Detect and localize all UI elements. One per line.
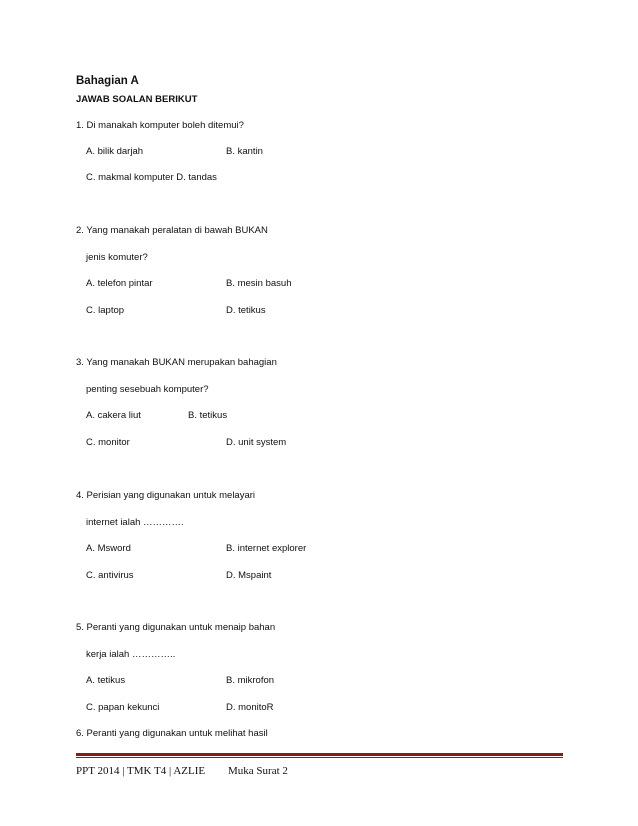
footer-page-number: Muka Surat 2 xyxy=(228,765,288,777)
question-3-option-d: D. unit system xyxy=(226,437,287,448)
instruction-heading: JAWAB SOALAN BERIKUT xyxy=(76,94,198,105)
question-2-stem: 2. Yang manakah peralatan di bawah BUKAN xyxy=(76,225,268,236)
question-5-option-c: C. papan kekunci xyxy=(86,702,160,713)
question-2-option-c: C. laptop xyxy=(86,305,125,316)
footer-left: PPT 2014 | TMK T4 | AZLIE xyxy=(76,765,206,777)
footer-rule-thin xyxy=(76,757,563,758)
question-5-option-b: B. mikrofon xyxy=(226,675,275,686)
question-3-option-b: B. tetikus xyxy=(188,410,228,421)
question-4-stem: 4. Perisian yang digunakan untuk melayari xyxy=(76,490,256,501)
question-5-stem-cont: kerja ialah ………….. xyxy=(86,649,176,660)
question-3-stem-cont: penting sesebuah komputer? xyxy=(86,384,209,395)
question-3-option-a: A. cakera liut xyxy=(86,410,141,421)
question-4-option-b: B. internet explorer xyxy=(226,543,307,554)
question-1-option-cd: C. makmal komputer D. tandas xyxy=(86,172,217,183)
question-5-option-d: D. monitoR xyxy=(226,702,274,713)
question-6-stem: 6. Peranti yang digunakan untuk melihat hasil xyxy=(76,728,268,739)
question-1-stem: 1. Di manakah komputer boleh ditemui? xyxy=(76,120,244,131)
question-4-stem-cont: internet ialah …………. xyxy=(86,517,184,528)
question-5-stem: 5. Peranti yang digunakan untuk menaip bahan xyxy=(76,622,276,633)
footer-rule-thick xyxy=(76,753,563,756)
section-title: Bahagian A xyxy=(76,75,139,87)
question-4-option-d: D. Mspaint xyxy=(226,570,272,581)
question-1-option-b: B. kantin xyxy=(226,146,263,157)
question-3-option-c: C. monitor xyxy=(86,437,130,448)
question-3-stem: 3. Yang manakah BUKAN merupakan bahagian xyxy=(76,357,277,368)
question-5-option-a: A. tetikus xyxy=(86,675,126,686)
question-4-option-a: A. Msword xyxy=(86,543,131,554)
question-4-option-c: C. antivirus xyxy=(86,570,134,581)
question-2-option-a: A. telefon pintar xyxy=(86,278,153,289)
question-2-option-b: B. mesin basuh xyxy=(226,278,292,289)
question-1-option-a: A. bilik darjah xyxy=(86,146,144,157)
question-2-option-d: D. tetikus xyxy=(226,305,266,316)
question-2-stem-cont: jenis komuter? xyxy=(86,252,148,263)
